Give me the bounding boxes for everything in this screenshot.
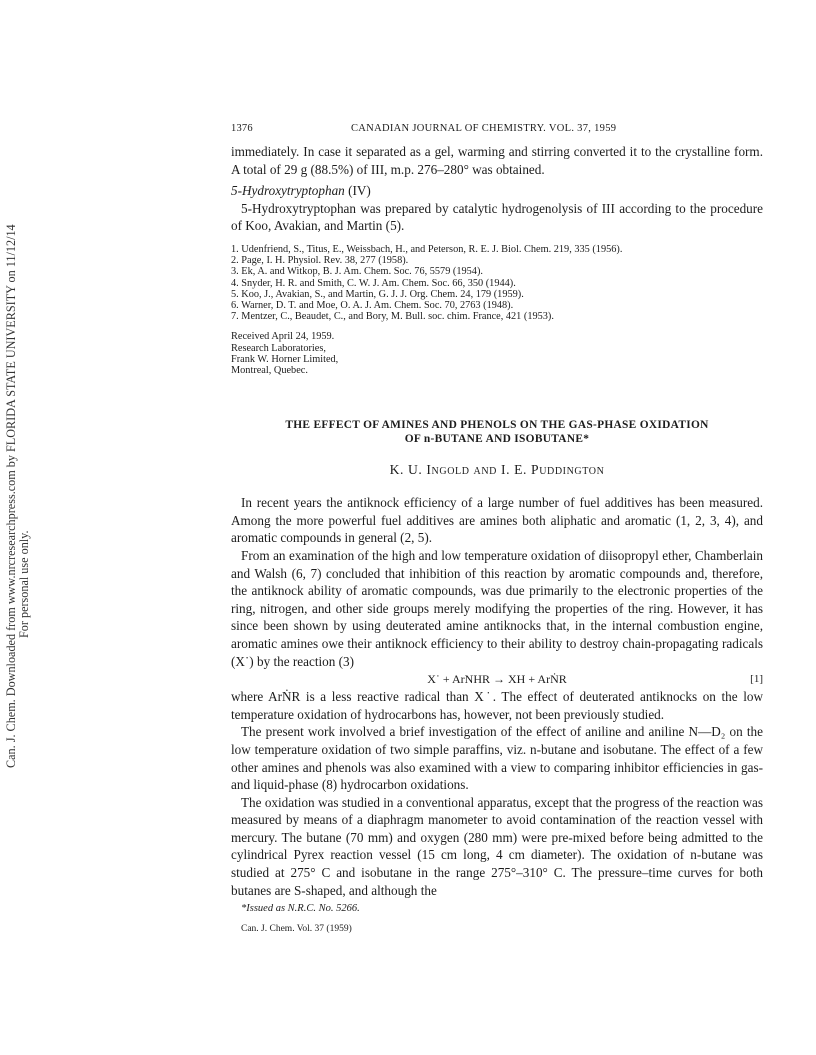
download-notice: Can. J. Chem. Downloaded from www.nrcresearchpress.com by FLORIDA STATE UNIVERSITY on 11/12/14 (4, 224, 18, 768)
reference-item: 2. Page, I. H. Physiol. Rev. 38, 277 (1958). (231, 255, 409, 267)
personal-use-notice: For personal use only. (17, 530, 31, 638)
received-date: Received April 24, 1959. (231, 331, 335, 343)
running-head (231, 123, 763, 143)
reference-item: 6. Warner, D. T. and Moe, O. A. J. Am. Chem. Soc. 70, 2763 (1948). (231, 299, 514, 311)
footnote: *Issued as N.R.C. No. 5266. (241, 903, 360, 915)
page-number: 1376 (231, 123, 253, 134)
affiliation-line: Montreal, Quebec. (231, 365, 308, 376)
body-paragraph: The oxidation was studied in a conventional apparatus, except that the progress of the reaction was measured by means of a diaphragm manometer to avoid contamination of the reaction vessel with mercury. The butane (70 mm) and oxygen (280 mm) were pre-mixed before being admitted to the cylindrical Pyrex reaction vessel (15 cm long, 4 cm diameter). The oxidation of n-butane was studied at 275° C and isobutane in the range 275°–310° C. The pressure–time curves for both butanes are S-shaped, and although the (231, 794, 763, 898)
download-watermark (0, 170, 44, 770)
reaction-equation (231, 670, 763, 688)
previous-article-paragraph: immediately. In case it separated as a gel, warming and stirring converted it to the crystalline form. A total of 29 g (88.5%) of III, m.p. 276–280° was obtained. (231, 144, 763, 177)
reference-item: 4. Snyder, H. R. and Smith, C. W. J. Am. Chem. Soc. 66, 350 (1944). (231, 277, 516, 289)
reference-item: 7. Mentzer, C., Beaudet, C., and Bory, M. Bull. soc. chim. France, 421 (1953). (231, 311, 554, 323)
body-paragraph: From an examination of the high and low temperature oxidation of diisopropyl ether, Chamberlain and Walsh (6, 7) concluded that inhibition of this reaction by aromatic compounds and, therefore, the antiknock ability of aromatic compounds, was due primarily to the electronic properties of the ring, nitrogen, and other side groups merely modifying the properties of the ring. However, it has since been shown by using deuterated amine antiknocks that, in the internal combustion engine, aromatic amines owe their antiknock efficiency to their ability to destroy chain-propagating radicals (X˙) by the reaction (3) (231, 547, 763, 669)
reference-item: 3. Ek, A. and Witkop, B. J. Am. Chem. Soc. 76, 5579 (1954). (231, 266, 483, 278)
reference-item: 1. Udenfriend, S., Titus, E., Weissbach, H., and Peterson, R. E. J. Biol. Chem. 219, 335 (1956). (231, 243, 623, 255)
article-body (231, 494, 763, 899)
article-title-line: OF n-BUTANE AND ISOBUTANE* (404, 433, 590, 446)
received-block (231, 331, 763, 376)
affiliation-line: Research Laboratories, (231, 342, 326, 354)
article-title-line: THE EFFECT OF AMINES AND PHENOLS ON THE GAS-PHASE OXIDATION (285, 419, 709, 432)
body-paragraph: In recent years the antiknock efficiency of a large number of fuel additives has been measured. Among the more powerful fuel additives are amines both aliphatic and aromatic (1, 2, 3, 4), and aromatic compounds in general (2, 5). (231, 495, 763, 546)
body-paragraph: The present work involved a brief investigation of the effect of aniline and aniline N—D₂ on the low temperature oxidation of two simple paraffins, viz. n-butane and isobutane. The effect of a few other amines and phenols was also examined with a view to comparing inhibitor efficiencies in gas- and liquid-phase (8) hydrocarbon oxidations. (231, 724, 763, 793)
equation-text: X˙ + ArNHR → XH + ArṄR (427, 672, 567, 687)
equation-number: [1] (750, 673, 763, 686)
affiliation-line: Frank W. Horner Limited, (231, 353, 339, 365)
body-paragraph: where ArṄR is a less reactive radical than X˙. The effect of deuterated antiknocks on the low temperature oxidation of hydrocarbons has, however, not been previously studied. (231, 689, 763, 722)
article-authors: K. U. Ingold and I. E. Puddington (389, 462, 605, 478)
section-heading (231, 182, 763, 200)
reference-list (231, 244, 763, 322)
page-content (231, 123, 763, 935)
journal-title: CANADIAN JOURNAL OF CHEMISTRY. VOL. 37, 1959 (351, 123, 617, 134)
journal-citation: Can. J. Chem. Vol. 37 (1959) (241, 924, 352, 935)
section-heading-suffix: (IV) (344, 183, 371, 199)
article-title (231, 418, 763, 446)
reference-item: 5. Koo, J., Avakian, S., and Martin, G. J. J. Org. Chem. 24, 179 (1959). (231, 288, 524, 300)
previous-article-paragraph: 5-Hydroxytryptophan was prepared by catalytic hydrogenolysis of III according to the procedure of Koo, Avakian, and Martin (5). (231, 200, 763, 234)
section-heading-title: 5-Hydroxytryptophan (231, 183, 345, 199)
